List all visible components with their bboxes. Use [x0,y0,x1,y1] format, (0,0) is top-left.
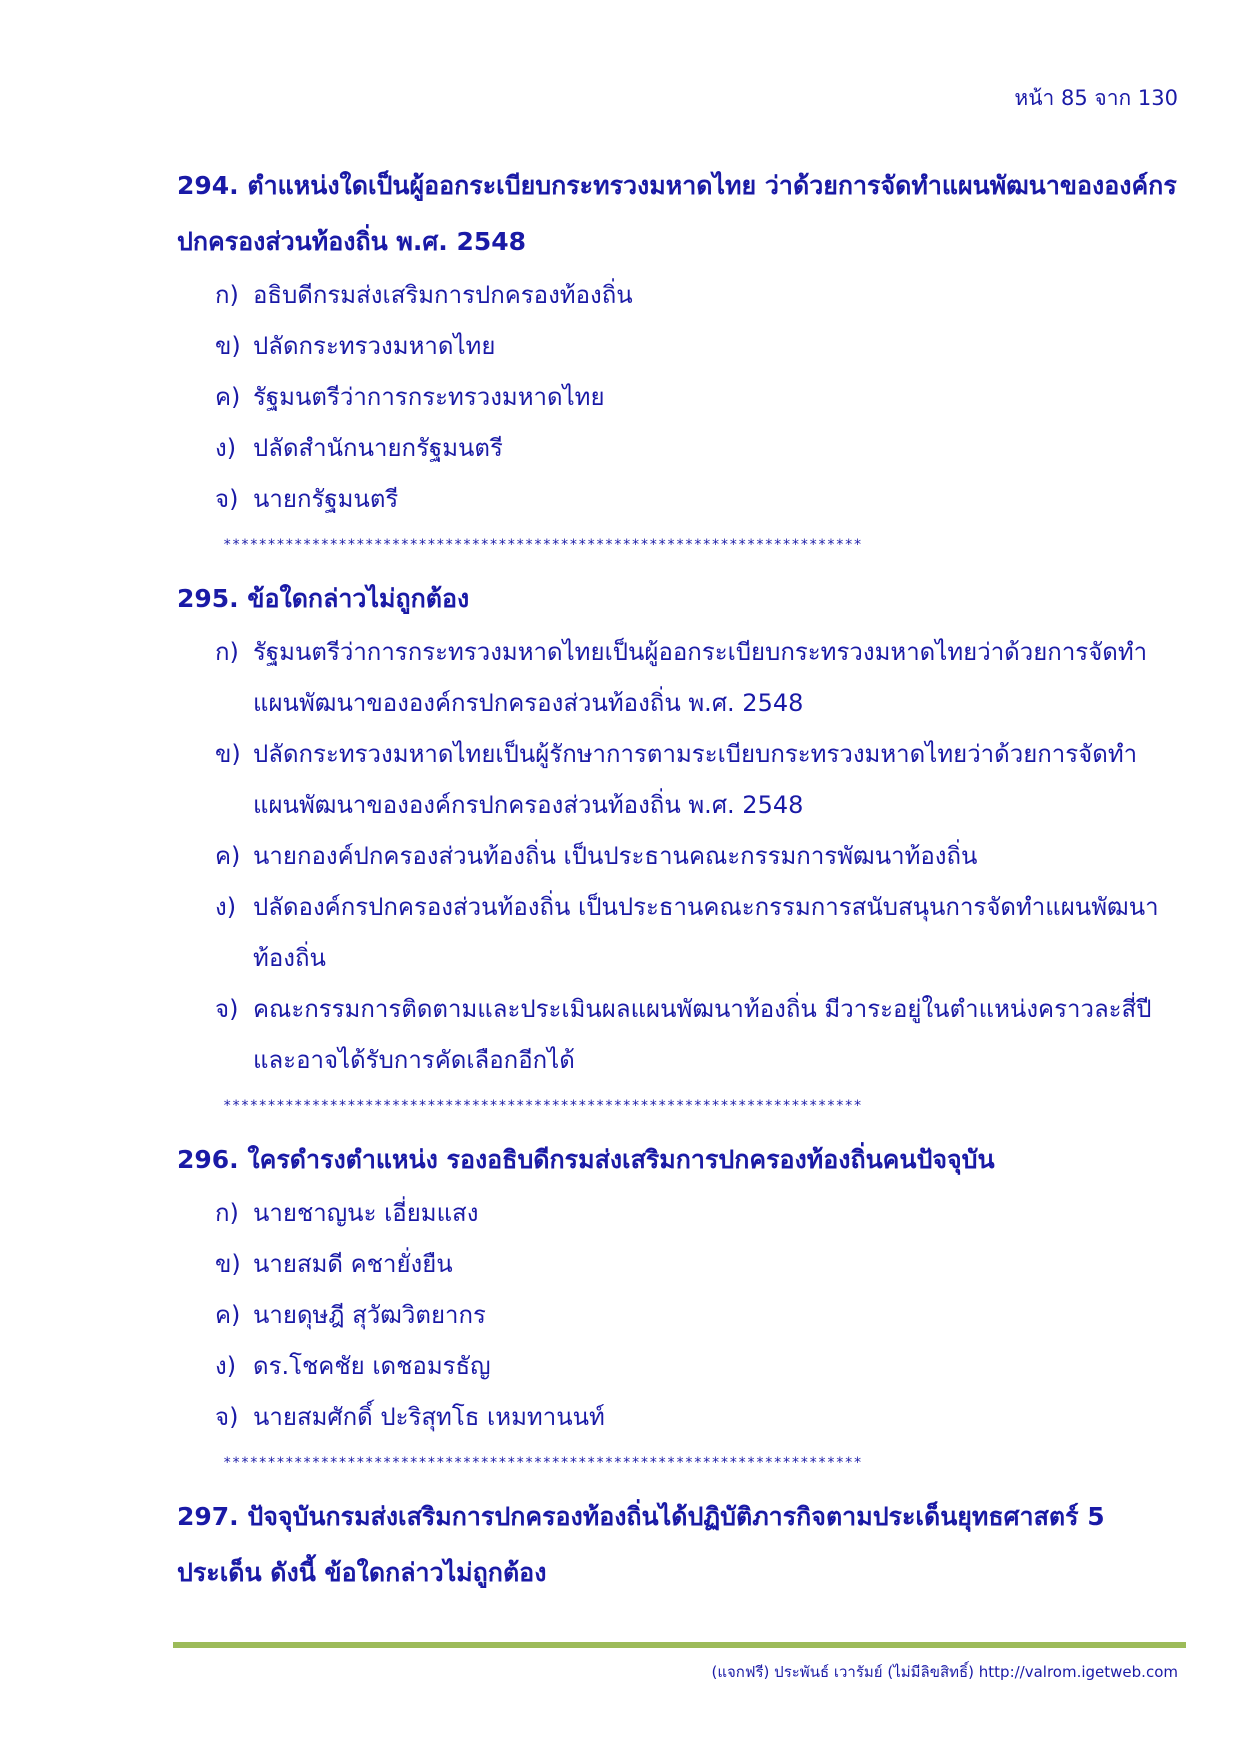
question-text: 294. ตำแหน่งใดเป็นผู้ออกระเบียบกระทรวงมหาดไทย ว่าด้วยการจัดทำแผนพัฒนาขององค์กรปกครองส่วนท้องถิ่น พ.ศ. 2548 [177,171,1177,256]
choice-text: นายสมดี คชายั่งยืน [253,1250,453,1278]
choice-text: รัฐมนตรีว่าการกระทรวงมหาดไทยเป็นผู้ออกระเบียบกระทรวงมหาดไทยว่าด้วยการจัดทำแผนพัฒนาขององค์กรปกครองส่วนท้องถิ่น พ.ศ. 2548 [253,638,1148,717]
choice-letter: ง) [215,434,237,462]
question-block [177,158,1182,565]
choice-list [177,627,1182,1086]
page-number: หน้า 85 จาก 130 [1014,86,1178,110]
choice-item[interactable] [177,882,1182,984]
choice-text: รัฐมนตรีว่าการกระทรวงมหาดไทย [253,383,605,411]
choice-text: นายกรัฐมนตรี [253,485,399,513]
choice-item[interactable] [177,1392,1182,1443]
choice-item[interactable] [177,1290,1182,1341]
choice-letter: ค) [215,1301,241,1329]
choice-text: ปลัดสำนักนายกรัฐมนตรี [253,434,503,462]
choice-letter: ก) [215,638,239,666]
choice-letter: ค) [215,383,241,411]
choice-list [177,270,1182,525]
question-text: 297. ปัจจุบันกรมส่งเสริมการปกครองท้องถิ่นได้ปฏิบัติภารกิจตามประเด็นยุทธศาสตร์ 5 ประเด็น ดังนี้ ข้อใดกล่าวไม่ถูกต้อง [177,1502,1105,1587]
choice-letter: ข) [215,332,241,360]
choice-letter: ง) [215,893,237,921]
choice-text: ดร.โชคชัย เดชอมรธัญ [253,1352,491,1380]
choice-item[interactable] [177,474,1182,525]
separator-line: ************************************************************************ [223,1098,863,1114]
separator-line: ************************************************************************ [223,1455,863,1471]
choice-letter: ง) [215,1352,237,1380]
choice-item[interactable] [177,372,1182,423]
choice-item[interactable] [177,627,1182,729]
separator-line: ************************************************************************ [223,537,863,553]
question-block [177,571,1182,1126]
choice-letter: ค) [215,842,241,870]
choice-item[interactable] [177,1188,1182,1239]
footer-rule [173,1642,1186,1648]
choice-list [177,1188,1182,1443]
choice-item[interactable] [177,270,1182,321]
question-list [177,158,1182,1601]
choice-text: นายชาญนะ เอี่ยมแสง [253,1199,479,1227]
choice-text: คณะกรรมการติดตามและประเมินผลแผนพัฒนาท้องถิ่น มีวาระอยู่ในตำแหน่งคราวละสี่ปีและอาจได้รับการคัดเลือกอีกได้ [253,995,1152,1074]
question-text: 296. ใครดำรงตำแหน่ง รองอธิบดีกรมส่งเสริมการปกครองท้องถิ่นคนปัจจุบัน [177,1145,995,1174]
choice-item[interactable] [177,984,1182,1086]
choice-item[interactable] [177,321,1182,372]
choice-letter: ก) [215,281,239,309]
choice-item[interactable] [177,831,1182,882]
question-block [177,1132,1182,1483]
question-text: 295. ข้อใดกล่าวไม่ถูกต้อง [177,584,470,613]
choice-text: นายสมศักดิ์ ปะริสุทโธ เหมทานนท์ [253,1403,605,1431]
choice-letter: จ) [215,1403,239,1431]
choice-letter: ก) [215,1199,239,1227]
question-block [177,1489,1182,1601]
choice-text: ปลัดกระทรวงมหาดไทยเป็นผู้รักษาการตามระเบียบกระทรวงมหาดไทยว่าด้วยการจัดทำแผนพัฒนาขององค์กรปกครองส่วนท้องถิ่น พ.ศ. 2548 [253,740,1138,819]
choice-letter: ข) [215,740,241,768]
choice-item[interactable] [177,1239,1182,1290]
footer-credit: (แจกฟรี) ประพันธ์ เวารัมย์ (ไม่มีลิขสิทธิ์) http://valrom.igetweb.com [711,1663,1178,1681]
choice-item[interactable] [177,423,1182,474]
choice-text: นายดุษฎี สุวัฒวิตยากร [253,1301,486,1329]
choice-text: ปลัดองค์กรปกครองส่วนท้องถิ่น เป็นประธานคณะกรรมการสนับสนุนการจัดทำแผนพัฒนาท้องถิ่น [253,893,1159,972]
choice-letter: ข) [215,1250,241,1278]
choice-text: นายกองค์ปกครองส่วนท้องถิ่น เป็นประธานคณะกรรมการพัฒนาท้องถิ่น [253,842,978,870]
choice-item[interactable] [177,729,1182,831]
choice-letter: จ) [215,995,239,1023]
choice-text: อธิบดีกรมส่งเสริมการปกครองท้องถิ่น [253,281,633,309]
choice-item[interactable] [177,1341,1182,1392]
choice-text: ปลัดกระทรวงมหาดไทย [253,332,496,360]
choice-letter: จ) [215,485,239,513]
